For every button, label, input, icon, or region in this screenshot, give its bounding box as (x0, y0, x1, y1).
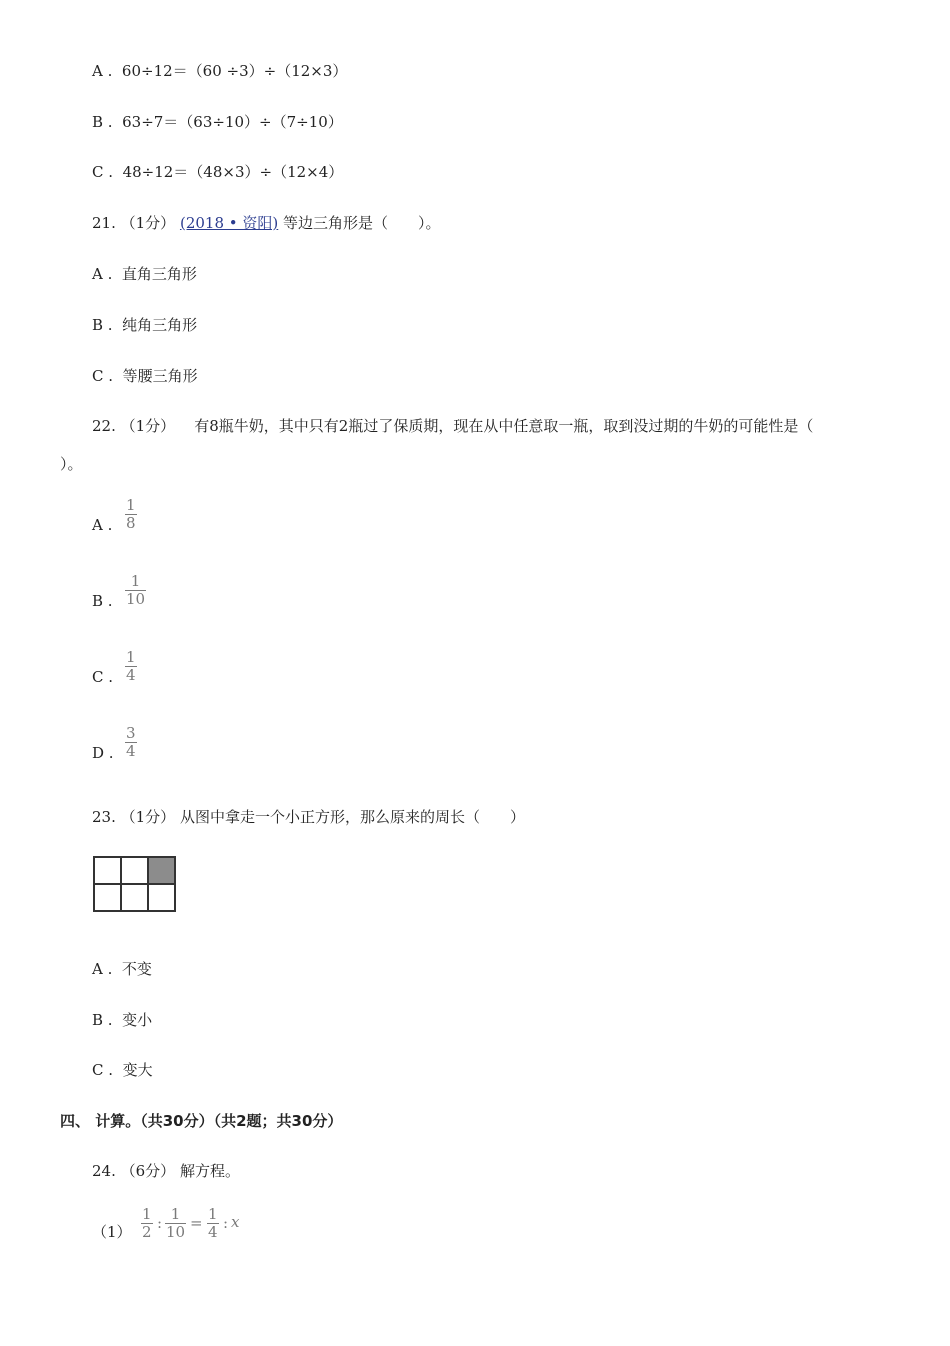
question-number: 22. (92, 417, 116, 435)
denominator: 4 (126, 666, 136, 684)
question-score: （6分） (120, 1162, 176, 1180)
option-text: 纯角三角形 (122, 316, 198, 334)
q23-option-a (92, 959, 152, 979)
numerator: 1 (142, 1205, 152, 1223)
q21-option-b (92, 315, 197, 335)
q21-option-a (92, 264, 197, 284)
option-text: 等腰三角形 (122, 367, 198, 385)
question-text-cont: ）。 (60, 455, 83, 473)
q21-option-c (92, 366, 198, 386)
q20-option-c (92, 162, 343, 182)
option-letter: A . (92, 960, 113, 978)
q22-option-b (92, 591, 113, 611)
option-text: 63÷7＝（63÷10）÷（7÷10） (122, 113, 343, 131)
question-number: 23. (92, 808, 116, 826)
numerator: 1 (126, 496, 136, 514)
ratio-colon: : (223, 1214, 229, 1232)
q22-stem-line1 (92, 416, 813, 436)
q22-option-d-fraction (125, 726, 137, 759)
equals-sign: = (190, 1214, 203, 1232)
q24-sub1-label: （1） (92, 1223, 132, 1241)
option-letter: A . (92, 516, 113, 534)
shaded-square (148, 857, 175, 884)
option-letter: C . (92, 367, 114, 385)
equation-fraction (141, 1207, 153, 1240)
q22-stem-line2 (60, 454, 83, 474)
equation-fraction (207, 1207, 219, 1240)
q22-option-c-fraction (125, 650, 137, 683)
question-score: （1分） (120, 214, 176, 232)
option-letter: B . (92, 316, 113, 334)
option-text: 48÷12＝（48×3）÷（12×4） (122, 163, 344, 181)
question-text: 解方程。 (179, 1162, 240, 1180)
option-letter: B . (92, 1011, 113, 1029)
numerator: 3 (126, 724, 136, 742)
option-text: 不变 (121, 960, 152, 978)
option-letter: B . (92, 113, 113, 131)
q22-option-a-fraction (125, 498, 137, 531)
denominator: 2 (142, 1223, 152, 1241)
option-letter: C . (92, 1061, 114, 1079)
denominator: 8 (126, 514, 136, 532)
q21-stem (92, 213, 441, 233)
numerator: 1 (130, 572, 141, 590)
option-text: 变小 (122, 1011, 153, 1029)
q22-option-b-fraction (125, 574, 146, 607)
denominator: 10 (166, 1223, 186, 1241)
question-score: （1分） (120, 808, 176, 826)
ratio-colon: : (157, 1214, 163, 1232)
q22-option-a (92, 515, 112, 535)
question-score: （1分） (120, 417, 176, 435)
q23-grid-figure (92, 855, 178, 913)
denominator: 4 (208, 1223, 218, 1241)
q22-option-c (92, 667, 113, 687)
option-letter: B . (92, 592, 113, 610)
option-letter: A . (92, 265, 113, 283)
q23-stem (92, 807, 525, 827)
numerator: 1 (126, 648, 136, 666)
option-text: 60÷12＝（60 ÷3）÷（12×3） (121, 62, 348, 80)
denominator: 10 (126, 590, 146, 608)
question-text: 从图中拿走一个小正方形，那么原来的周长（ ） (179, 808, 525, 826)
option-letter: A . (92, 62, 113, 80)
q20-option-a (92, 61, 347, 81)
source-link[interactable]: (2018 • 资阳) (179, 214, 279, 232)
option-letter: D . (92, 744, 114, 762)
denominator: 4 (126, 742, 136, 760)
q24-stem (92, 1161, 240, 1181)
q20-option-b (92, 112, 343, 132)
question-text: 等边三角形是（ ）。 (283, 214, 441, 232)
q23-option-c (92, 1060, 153, 1080)
q22-option-d (92, 743, 114, 763)
q23-option-b (92, 1010, 152, 1030)
option-letter: C . (92, 163, 114, 181)
question-text: 有8瓶牛奶，其中只有2瓶过了保质期，现在从中任意取一瓶，取到没过期的牛奶的可能性是（ (194, 417, 814, 435)
question-number: 21. (92, 214, 116, 232)
section-heading: 四、 计算。（共30分）（共2题；共30分） (60, 1112, 343, 1130)
option-text: 变大 (122, 1061, 153, 1079)
numerator: 1 (170, 1205, 181, 1223)
numerator: 1 (208, 1205, 218, 1223)
equation-fraction (165, 1207, 186, 1240)
variable-x: x (231, 1213, 240, 1231)
option-letter: C . (92, 668, 114, 686)
question-number: 24. (92, 1162, 116, 1180)
option-text: 直角三角形 (121, 265, 197, 283)
